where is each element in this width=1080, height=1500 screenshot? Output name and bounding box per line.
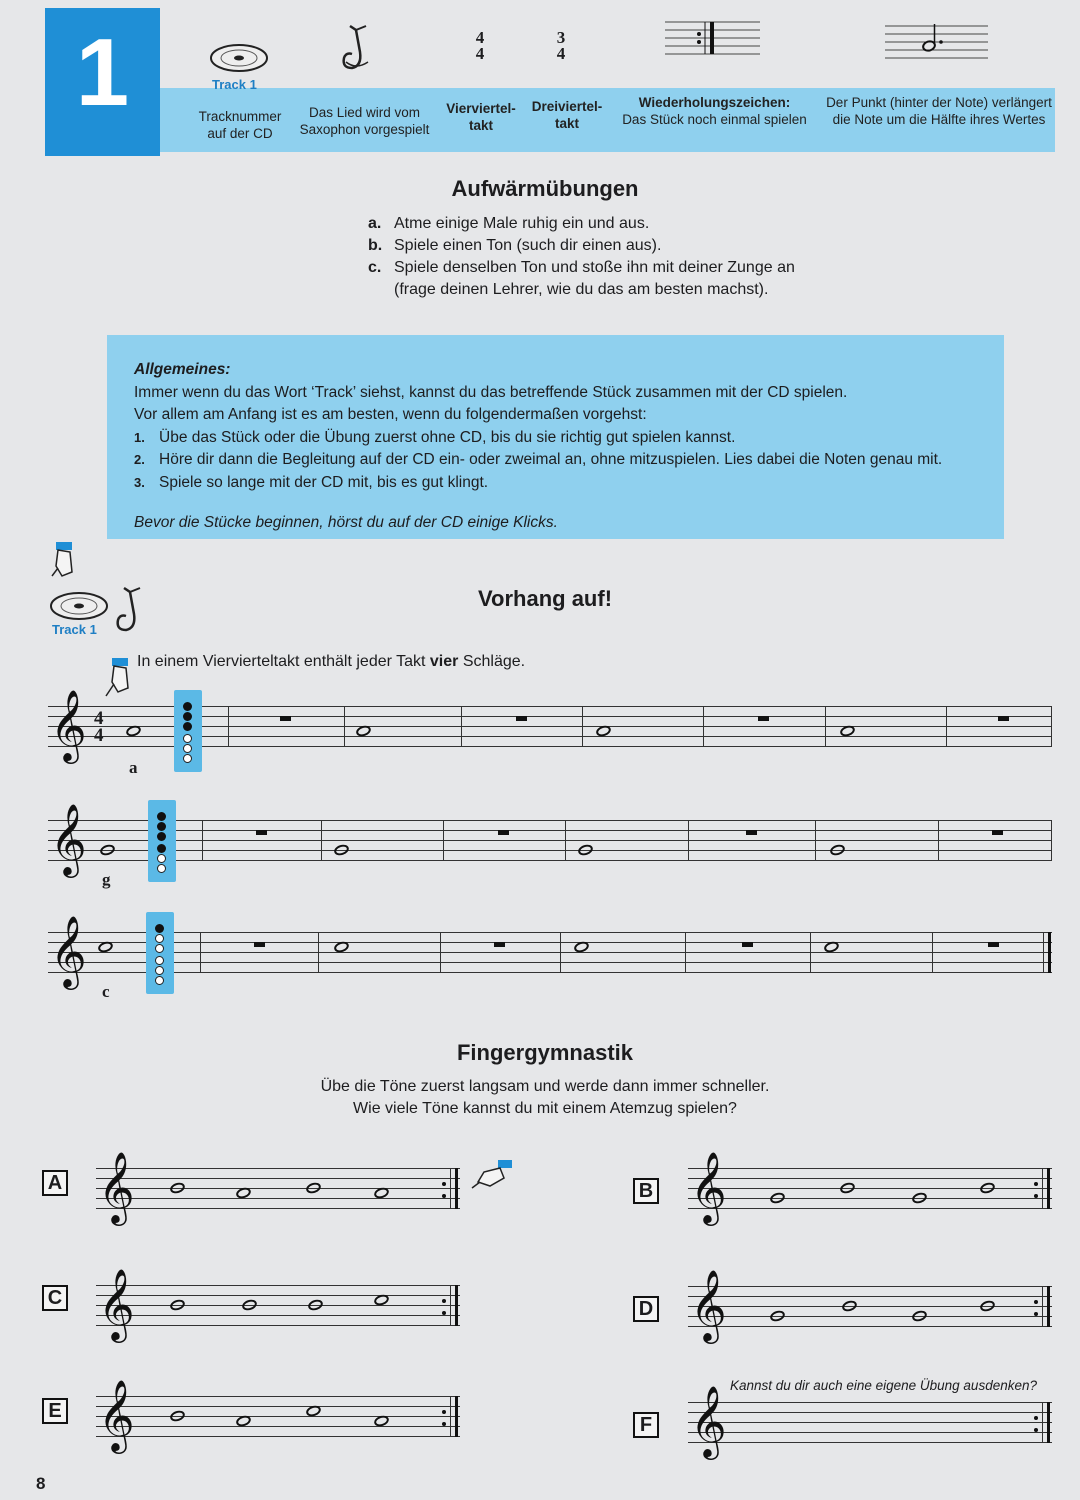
- whole-rest: [280, 716, 291, 721]
- fingering-chart: [148, 800, 176, 882]
- exercise-label-f: F: [633, 1412, 659, 1438]
- whole-rest: [988, 942, 999, 947]
- time-signature: 4 4: [94, 708, 104, 746]
- piece-hint: In einem Viervierteltakt enthält jeder Takt vier Schläge.: [137, 653, 526, 670]
- whole-note: [241, 1298, 258, 1312]
- whole-rest: [494, 942, 505, 947]
- info-step: 2. Höre dir dann die Begleitung auf der CD ein- oder zweimal an, ohne mitzuspielen. Lies dabei die Noten genau mit.: [134, 451, 943, 468]
- note-name-label: g: [102, 870, 111, 889]
- warmup-list: [368, 213, 928, 301]
- legend-saxophone: Das Lied wird vom Saxophon vorgespielt: [299, 105, 430, 137]
- time-signature-3-4: 3 4: [556, 28, 566, 63]
- whole-note: [829, 843, 846, 857]
- info-intro-2: Vor allem am Anfang ist es am besten, wenn du folgendermaßen vorgehst:: [134, 406, 647, 423]
- list-item: (frage deinen Lehrer, wie du das am besten machst).: [394, 281, 769, 298]
- exercise-label-b: B: [633, 1178, 659, 1204]
- exercise-label-e: E: [42, 1398, 68, 1424]
- finger-instructions: Übe die Töne zuerst langsam und werde dann immer schneller. Wie viele Töne kannst du mit einem Atemzug spielen?: [320, 1078, 770, 1117]
- exercise-staff-b: [688, 1150, 1052, 1223]
- whole-note: [333, 843, 350, 857]
- cd-icon: [208, 40, 270, 76]
- dotted-note-icon: [885, 22, 988, 64]
- saxophone-icon: [338, 22, 384, 74]
- exercise-staff-c: [96, 1267, 460, 1340]
- info-step: 1. Übe das Stück oder die Übung zuerst ohne CD, bis du sie richtig gut spielen kannst.: [134, 428, 736, 446]
- info-closing: Bevor die Stücke beginnen, hörst du auf der CD einige Klicks.: [134, 514, 558, 531]
- legend-dotted-note: Der Punkt (hinter der Note) verlängert die Note um die Hälfte ihres Wertes: [826, 95, 1052, 127]
- time-signature-4-4: 4 4: [475, 28, 485, 63]
- whole-note: [911, 1191, 928, 1205]
- piece-track-label: Track 1: [52, 622, 97, 637]
- whole-note: [911, 1309, 928, 1323]
- exercise-label-a: A: [42, 1170, 68, 1196]
- info-step: 3. Spiele so lange mit der CD mit, bis es gut klingt.: [134, 473, 489, 491]
- whole-rest: [758, 716, 769, 721]
- exercise-staff-e: [96, 1378, 460, 1451]
- whole-rest: [498, 830, 509, 835]
- list-item: a. Atme einige Male ruhig ein und aus.: [368, 215, 650, 232]
- finger-title: Fingergymnastik: [456, 1040, 634, 1065]
- legend-three-four: Dreiviertel- takt: [531, 99, 603, 131]
- fingering-chart: [174, 690, 202, 772]
- warmup-title: Aufwärmübungen: [451, 176, 639, 201]
- treble-clef-icon: 𝄞: [98, 1150, 135, 1223]
- exercise-staff-d: [688, 1268, 1052, 1341]
- whole-note: [979, 1299, 996, 1313]
- piece-title: Vorhang auf!: [477, 586, 613, 611]
- whole-note: [841, 1299, 858, 1313]
- whole-note: [769, 1309, 786, 1323]
- whole-note: [305, 1181, 322, 1195]
- treble-clef-icon: 𝄞: [690, 1384, 727, 1457]
- legend-repeat: Wiederholungszeichen: Das Stück noch einmal spielen: [622, 95, 807, 127]
- whole-note: [169, 1181, 186, 1195]
- legend-track-number: Tracknummer auf der CD: [198, 109, 282, 141]
- treble-clef-icon: 𝄞: [98, 1378, 135, 1451]
- page-number: 8: [36, 1474, 46, 1493]
- whole-note: [169, 1409, 186, 1423]
- whole-note: [169, 1298, 186, 1312]
- info-intro-1: Immer wenn du das Wort ‘Track’ siehst, kannst du das betreffende Stück zusammen mit der CD spielen.: [134, 383, 848, 401]
- whole-rest: [256, 830, 267, 835]
- pointing-hand-icon: [100, 656, 134, 700]
- list-item: b. Spiele einen Ton (such dir einen aus).: [368, 237, 662, 254]
- exercise-label-c: C: [42, 1285, 68, 1311]
- cd-icon: [48, 588, 110, 624]
- note-name-label: a: [129, 758, 138, 777]
- legend-four-four: Vierviertel- takt: [446, 101, 516, 133]
- info-heading: Allgemeines:: [134, 361, 231, 378]
- whole-rest: [998, 716, 1009, 721]
- saxophone-icon: [112, 584, 152, 636]
- chapter-number-badge: 1: [45, 8, 160, 156]
- fingering-chart: [146, 912, 174, 994]
- whole-note: [99, 843, 116, 857]
- whole-rest: [516, 716, 527, 721]
- pointing-hand-icon: [48, 540, 82, 580]
- list-item: c. Spiele denselben Ton und stoße ihn mit deiner Zunge an: [368, 259, 795, 276]
- note-name-label: c: [102, 982, 110, 1001]
- whole-rest: [254, 942, 265, 947]
- track-icon-label: Track 1: [212, 77, 257, 92]
- pointing-hand-icon: [470, 1158, 516, 1192]
- whole-rest: [992, 830, 1003, 835]
- whole-note: [307, 1298, 324, 1312]
- exercise-staff-a: [96, 1150, 460, 1223]
- repeat-sign-icon: [665, 18, 760, 60]
- whole-rest: [746, 830, 757, 835]
- whole-note: [769, 1191, 786, 1205]
- general-info-box: [107, 335, 1004, 539]
- treble-clef-icon: 𝄞: [690, 1150, 727, 1223]
- whole-rest: [742, 942, 753, 947]
- treble-clef-icon: 𝄞: [50, 688, 87, 761]
- staff-2: [48, 802, 1052, 875]
- treble-clef-icon: 𝄞: [690, 1268, 727, 1341]
- whole-note: [577, 843, 594, 857]
- treble-clef-icon: 𝄞: [50, 914, 87, 987]
- whole-note: [979, 1181, 996, 1195]
- treble-clef-icon: 𝄞: [50, 802, 87, 875]
- exercise-label-d: D: [633, 1296, 659, 1322]
- treble-clef-icon: 𝄞: [98, 1267, 135, 1340]
- whole-note: [839, 1181, 856, 1195]
- staff-3: [48, 914, 1052, 987]
- exercise-f-prompt: Kannst du dir auch eine eigene Übung ausdenken?: [730, 1378, 1037, 1393]
